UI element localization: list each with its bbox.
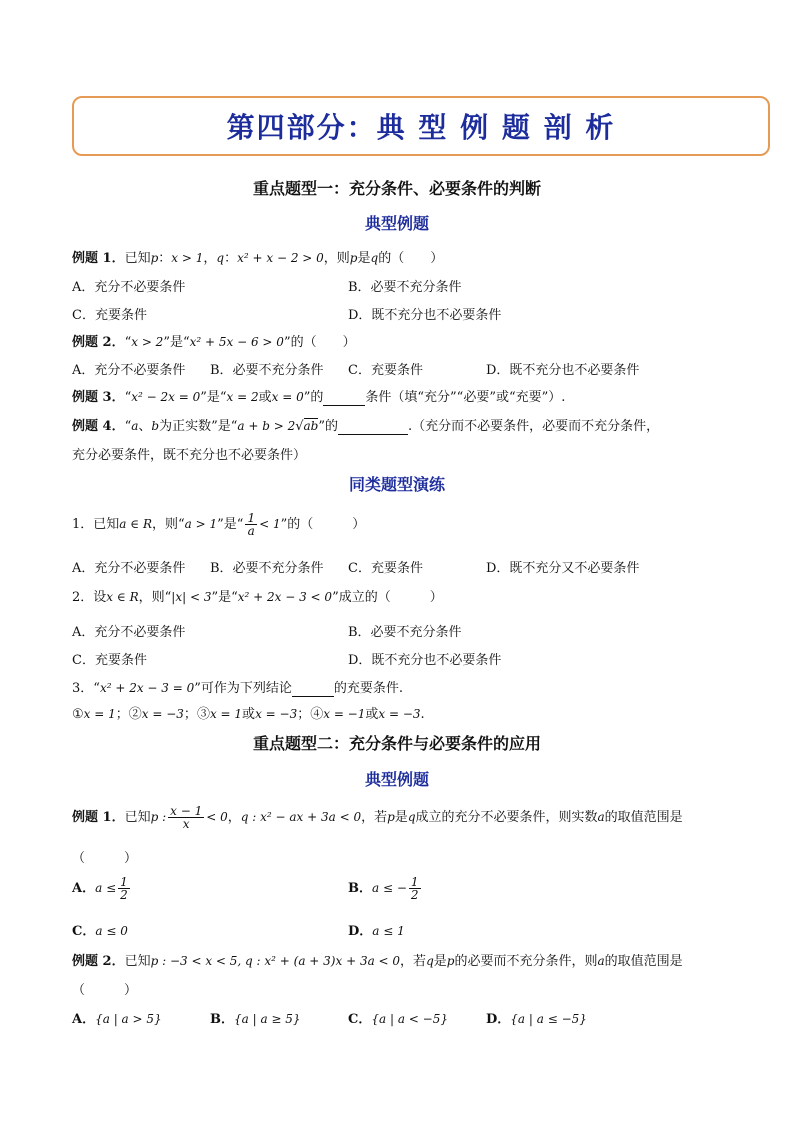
s1-ex2-option-c: C．充要条件 <box>348 363 423 378</box>
s1-example-4-question: 例题 4．“a、b为正实数”是“a + b > 2√ab”的 .（充分而不必要条件，必要而不充分条件， <box>72 419 660 434</box>
fraction: $\frac{1}{2}$ <box>410 875 419 902</box>
page-title: 第四部分：典 型 例 题 剖 析 <box>226 111 616 144</box>
title-banner <box>72 96 770 156</box>
answer-blank <box>323 390 365 406</box>
practice-3-choices: ①x = 1；②x = −3；③x = 1或x = −3；④x = −1或x = −3. <box>72 707 425 722</box>
s2-ex2-option-c: C．{a | a < −5} <box>348 1012 448 1027</box>
practice-1-option-d: D．既不充分又不必要条件 <box>486 561 640 576</box>
practice-2-option-c: C．充要条件 <box>72 653 147 668</box>
s1-ex1-option-b: B．必要不充分条件 <box>348 280 462 295</box>
s1-ex2-option-d: D．既不充分也不必要条件 <box>486 363 640 378</box>
practice-3-question: 3．“x² + 2x − 3 = 0”可作为下列结论 的充要条件. <box>72 681 404 696</box>
fraction: $\frac{x - 1}{x}$ <box>170 804 203 831</box>
s1-ex1-option-a: A．充分不必要条件 <box>72 280 186 295</box>
s2-ex1-option-c: C．a ≤ 0 <box>72 924 128 939</box>
s1-ex2-option-b: B．必要不充分条件 <box>210 363 324 378</box>
section1-practice-heading: 同类题型演练 <box>348 475 445 494</box>
s1-ex1-option-d: D．既不充分也不必要条件 <box>348 308 502 323</box>
s2-ex1-option-d: D．a ≤ 1 <box>348 924 405 939</box>
section2-examples-heading: 典型例题 <box>364 770 429 789</box>
s2-example-2-question: 例题 2．已知p : −3 < x < 5, q : x² + (a + 3)x + 3a < 0，若q是p的必要而不充分条件，则a的取值范围是 <box>72 954 683 969</box>
fraction: $\frac{1}{2}$ <box>120 875 128 902</box>
practice-1-question: 1．已知a ∈ R，则“a > 1”是“ $\frac{1}{a}$ < 1”的（ ） <box>72 511 366 538</box>
s1-example-4-line2: 充分必要条件，既不充分也不必要条件） <box>72 448 307 463</box>
section2-heading: 重点题型二：充分条件与必要条件的应用 <box>252 734 541 753</box>
s2-ex2-option-d: D．{a | a ≤ −5} <box>486 1012 587 1027</box>
s2-ex2-answer-paren: （ ） <box>72 983 138 998</box>
practice-1-option-a: A．充分不必要条件 <box>72 561 186 576</box>
section1-heading: 重点题型一：充分条件、必要条件的判断 <box>252 179 541 198</box>
practice-2-option-a: A．充分不必要条件 <box>72 625 186 640</box>
s2-ex1-option-b: B．a ≤ − $\frac{1}{2}$ <box>348 875 419 902</box>
answer-blank <box>338 419 408 435</box>
s2-ex1-answer-paren: （ ） <box>72 851 138 866</box>
s1-example-2-question: 例题 2．“x > 2”是“x² + 5x − 6 > 0”的（ ） <box>72 335 356 350</box>
section1-examples-heading: 典型例题 <box>364 214 429 233</box>
fraction: $\frac{1}{a}$ <box>247 511 256 538</box>
sqrt-sign: √ <box>295 419 304 434</box>
practice-1-option-c: C．充要条件 <box>348 561 423 576</box>
s2-example-1-question: 例题 1．已知p : $\frac{x - 1}{x}$ < 0，q : x² − ax + 3a < 0，若p是q成立的充分不必要条件，则实数a的取值范围是 <box>72 804 683 831</box>
s2-ex1-option-a: A．a ≤ $\frac{1}{2}$ <box>72 875 128 902</box>
practice-2-option-d: D．既不充分也不必要条件 <box>348 653 502 668</box>
s1-ex1-option-c: C．充要条件 <box>72 308 147 323</box>
s1-example-1-question: 例题 1．已知p：x > 1，q：x² + x − 2 > 0，则p是q的（ ） <box>72 251 444 266</box>
s2-ex2-option-a: A．{a | a > 5} <box>72 1012 162 1027</box>
practice-2-question: 2．设x ∈ R，则“|x| < 3”是“x² + 2x − 3 < 0”成立的（ ） <box>72 590 443 605</box>
s1-example-3-question: 例题 3．“x² − 2x = 0”是“x = 2或x = 0”的 条件（填“充分”“必要”或“充要”）. <box>72 390 566 405</box>
practice-2-option-b: B．必要不充分条件 <box>348 625 462 640</box>
s1-ex2-option-a: A．充分不必要条件 <box>72 363 186 378</box>
s2-ex2-option-b: B．{a | a ≥ 5} <box>210 1012 301 1027</box>
answer-blank <box>292 681 334 697</box>
practice-1-option-b: B．必要不充分条件 <box>210 561 324 576</box>
